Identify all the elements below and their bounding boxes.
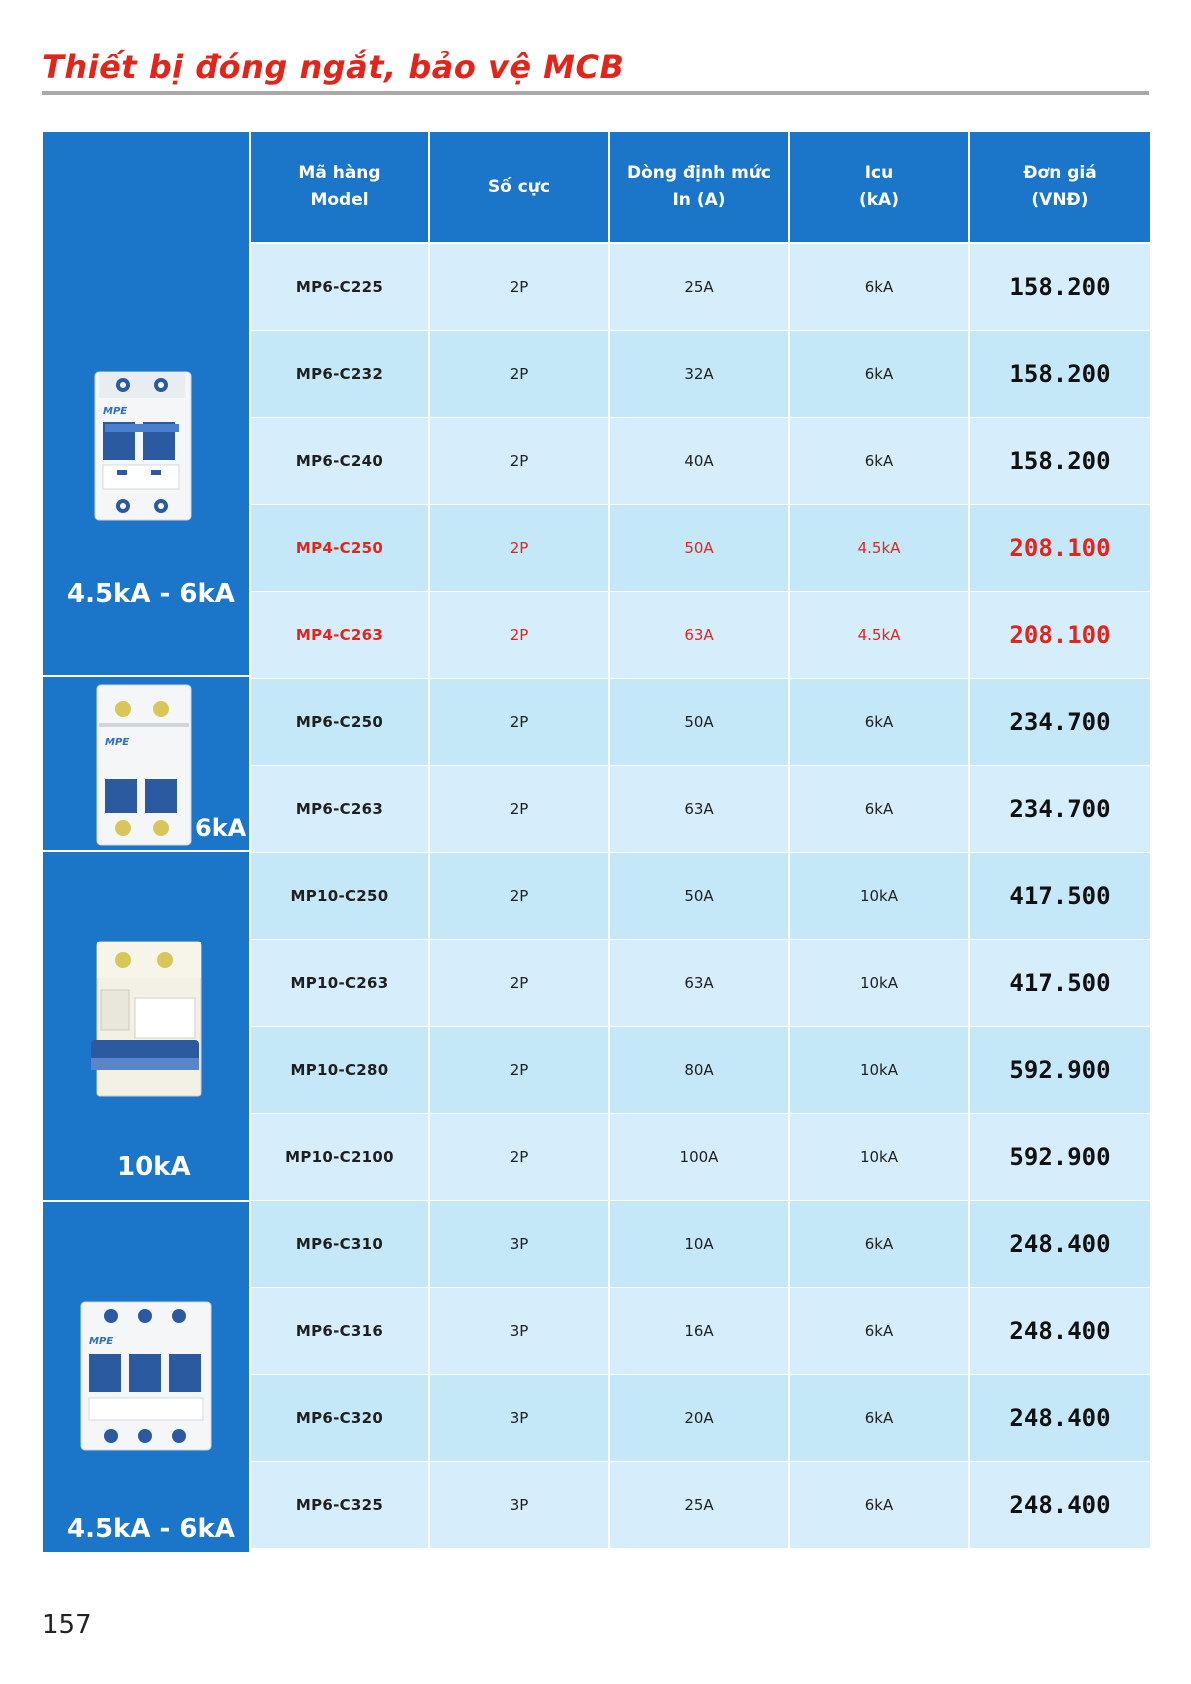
cell-poles: 2P [430,940,608,1026]
cell-price: 248.400 [970,1462,1150,1548]
cell-rated-current: 25A [610,244,788,330]
header-rated-current: Dòng định mức In (A) [610,132,788,242]
cell-icu: 6kA [790,679,968,765]
group-label-rating: 4.5kA - 6kA [67,1514,235,1544]
page-number: 157 [42,1610,92,1640]
cell-icu: 4.5kA [790,592,968,678]
cell-price: 158.200 [970,418,1150,504]
breaker-10ka-image [89,940,205,1100]
cell-rated-current: 100A [610,1114,788,1200]
cell-rated-current: 63A [610,940,788,1026]
group-label-rating: 6kA [195,814,247,842]
cell-poles: 3P [430,1462,608,1548]
cell-model: MP4-C263 [251,592,428,678]
cell-poles: 3P [430,1201,608,1287]
table-row [251,1027,1150,1114]
table-row [251,1375,1150,1462]
cell-price: 208.100 [970,505,1150,591]
cell-model: MP6-C263 [251,766,428,852]
cell-model: MP4-C250 [251,505,428,591]
cell-model: MP6-C240 [251,418,428,504]
table-row [251,592,1150,679]
breaker-3p-image [79,1300,213,1452]
cell-icu: 6kA [790,244,968,330]
cell-rated-current: 10A [610,1201,788,1287]
cell-icu: 6kA [790,418,968,504]
product-image-column [43,132,249,1552]
group-label-rating: 4.5kA - 6kA [67,579,235,609]
cell-poles: 2P [430,1114,608,1200]
breaker-2p-image [95,683,193,847]
table-header [251,132,1150,242]
cell-poles: 3P [430,1375,608,1461]
header-icu: Icu (kA) [790,132,968,242]
table-row [251,1462,1150,1549]
cell-rated-current: 63A [610,766,788,852]
cell-poles: 3P [430,1288,608,1374]
cell-model: MP6-C325 [251,1462,428,1548]
cell-model: MP6-C250 [251,679,428,765]
cell-price: 417.500 [970,940,1150,1026]
cell-icu: 10kA [790,1114,968,1200]
table-row [251,1288,1150,1375]
cell-rated-current: 20A [610,1375,788,1461]
breaker-logo: MPE [103,406,128,417]
product-group-3 [43,852,249,1202]
cell-model: MP10-C2100 [251,1114,428,1200]
cell-price: 592.900 [970,1027,1150,1113]
cell-poles: 2P [430,592,608,678]
cell-poles: 2P [430,679,608,765]
cell-icu: 6kA [790,1462,968,1548]
header-price: Đơn giá (VNĐ) [970,132,1150,242]
cell-poles: 2P [430,331,608,417]
header-model: Mã hàng Model [251,132,428,242]
cell-price: 417.500 [970,853,1150,939]
group-label-rating: 10kA [117,1152,191,1182]
cell-model: MP6-C225 [251,244,428,330]
cell-icu: 6kA [790,1288,968,1374]
price-table [43,132,1150,1552]
cell-rated-current: 80A [610,1027,788,1113]
title-divider [42,91,1149,95]
header-poles: Số cực [430,132,608,242]
cell-icu: 6kA [790,1201,968,1287]
cell-icu: 4.5kA [790,505,968,591]
breaker-2p-image [93,370,195,522]
cell-icu: 10kA [790,1027,968,1113]
product-group-2 [43,677,249,852]
cell-price: 592.900 [970,1114,1150,1200]
cell-rated-current: 16A [610,1288,788,1374]
cell-icu: 6kA [790,766,968,852]
breaker-logo: MPE [89,1336,114,1347]
cell-icu: 6kA [790,331,968,417]
cell-model: MP6-C316 [251,1288,428,1374]
cell-rated-current: 50A [610,679,788,765]
page-title: Thiết bị đóng ngắt, bảo vệ MCB [42,48,625,86]
table-row [251,244,1150,331]
cell-price: 158.200 [970,244,1150,330]
cell-rated-current: 40A [610,418,788,504]
cell-rated-current: 50A [610,505,788,591]
cell-poles: 2P [430,418,608,504]
cell-poles: 2P [430,505,608,591]
cell-price: 248.400 [970,1288,1150,1374]
table-row [251,1201,1150,1288]
cell-icu: 10kA [790,940,968,1026]
cell-rated-current: 32A [610,331,788,417]
cell-rated-current: 50A [610,853,788,939]
product-group-1 [43,132,249,677]
cell-model: MP6-C232 [251,331,428,417]
cell-poles: 2P [430,853,608,939]
cell-model: MP6-C310 [251,1201,428,1287]
breaker-logo: MPE [105,737,130,748]
product-group-4 [43,1202,249,1552]
cell-price: 248.400 [970,1201,1150,1287]
table-row [251,679,1150,766]
cell-poles: 2P [430,244,608,330]
cell-price: 208.100 [970,592,1150,678]
cell-price: 234.700 [970,766,1150,852]
cell-icu: 10kA [790,853,968,939]
cell-model: MP10-C250 [251,853,428,939]
table-row [251,940,1150,1027]
cell-price: 158.200 [970,331,1150,417]
cell-rated-current: 25A [610,1462,788,1548]
table-row [251,331,1150,418]
cell-rated-current: 63A [610,592,788,678]
cell-poles: 2P [430,1027,608,1113]
cell-model: MP10-C280 [251,1027,428,1113]
table-row [251,418,1150,505]
cell-poles: 2P [430,766,608,852]
cell-model: MP6-C320 [251,1375,428,1461]
table-row [251,1114,1150,1201]
cell-price: 234.700 [970,679,1150,765]
cell-icu: 6kA [790,1375,968,1461]
table-row [251,505,1150,592]
cell-price: 248.400 [970,1375,1150,1461]
table-row [251,853,1150,940]
cell-model: MP10-C263 [251,940,428,1026]
table-row [251,766,1150,853]
